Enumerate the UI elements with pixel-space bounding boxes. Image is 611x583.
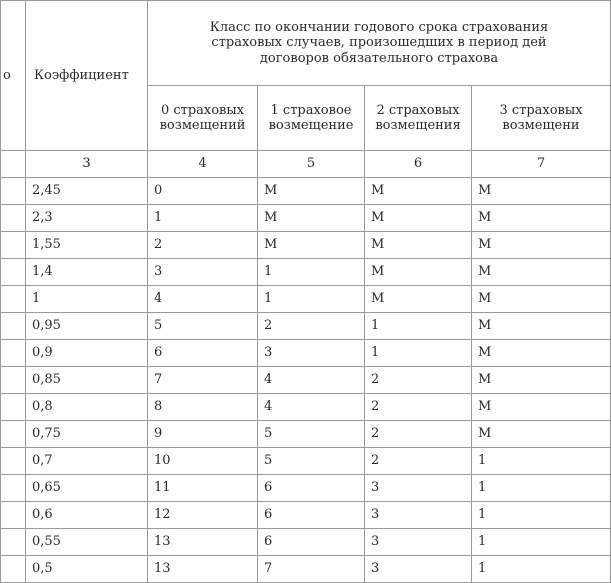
first-column-header: о <box>1 1 26 151</box>
table-cell: 0 <box>148 178 258 205</box>
table-cell: M <box>472 313 611 340</box>
table-row <box>1 367 611 394</box>
table-cell: 9 <box>148 421 258 448</box>
table-cell: 7 <box>258 556 365 583</box>
table-cell: 3 <box>365 475 472 502</box>
class-group-header <box>148 1 611 86</box>
subheader-line: возмещения <box>375 118 461 133</box>
table-cell <box>1 178 26 205</box>
table-cell: M <box>365 205 472 232</box>
table-cell: 1 <box>472 556 611 583</box>
table-cell <box>1 502 26 529</box>
table-cell: 0,75 <box>26 421 148 448</box>
table-row <box>1 556 611 583</box>
table-cell: 1 <box>365 340 472 367</box>
table-cell: 3 <box>365 502 472 529</box>
table-cell: 6 <box>258 502 365 529</box>
table-row <box>1 232 611 259</box>
column-number-row <box>1 151 611 178</box>
table-row <box>1 475 611 502</box>
table-cell: 0,95 <box>26 313 148 340</box>
table-row <box>1 313 611 340</box>
table-cell: 8 <box>148 394 258 421</box>
table-cell <box>1 205 26 232</box>
subheader-line: 0 страховых <box>160 102 245 118</box>
table-cell: 0,6 <box>26 502 148 529</box>
subheader-line: возмещени <box>502 118 580 133</box>
table-cell: M <box>472 286 611 313</box>
table-cell: M <box>472 421 611 448</box>
table-row <box>1 502 611 529</box>
subheader-line: возмещение <box>268 118 354 133</box>
table-cell <box>1 232 26 259</box>
table-cell: M <box>472 232 611 259</box>
table-cell <box>1 340 26 367</box>
group-title-line: договоров обязательного страхова <box>259 50 499 66</box>
column-number: 7 <box>472 151 611 178</box>
table-row <box>1 205 611 232</box>
table-cell: 1 <box>472 502 611 529</box>
zero-claims-header <box>148 86 258 151</box>
table-cell: M <box>472 259 611 286</box>
table-cell: M <box>472 394 611 421</box>
table-cell: M <box>258 205 365 232</box>
table-cell <box>1 475 26 502</box>
column-number <box>1 151 26 178</box>
table-cell: 4 <box>258 367 365 394</box>
table-cell <box>1 556 26 583</box>
table-cell: 1 <box>26 286 148 313</box>
table-cell: 12 <box>148 502 258 529</box>
table-cell: 3 <box>365 529 472 556</box>
table-cell: 6 <box>258 475 365 502</box>
table-cell: M <box>258 178 365 205</box>
table-cell: M <box>365 286 472 313</box>
table-cell: 5 <box>148 313 258 340</box>
table-row <box>1 394 611 421</box>
table-cell: 2 <box>365 448 472 475</box>
table-cell <box>1 394 26 421</box>
table-cell: 0,85 <box>26 367 148 394</box>
column-number: 5 <box>258 151 365 178</box>
table-cell: 7 <box>148 367 258 394</box>
table-cell: 6 <box>258 529 365 556</box>
coefficient-header: Коэффициент <box>26 1 148 151</box>
table-cell: 4 <box>148 286 258 313</box>
table-cell <box>1 313 26 340</box>
table-cell <box>1 367 26 394</box>
table-cell: 6 <box>148 340 258 367</box>
table-cell: M <box>365 178 472 205</box>
table-cell <box>1 286 26 313</box>
table-cell: 2 <box>258 313 365 340</box>
table-cell: 10 <box>148 448 258 475</box>
subheader-line: возмещений <box>159 118 246 133</box>
table-cell: 1,55 <box>26 232 148 259</box>
table-cell: 1 <box>258 286 365 313</box>
table-cell: M <box>258 232 365 259</box>
table-cell: 4 <box>258 394 365 421</box>
table-cell: M <box>472 340 611 367</box>
group-title-line: страховых случаев, произошедших в период дей <box>211 35 547 51</box>
two-claims-header <box>365 86 472 151</box>
table-cell: 1 <box>472 529 611 556</box>
table-cell: M <box>472 367 611 394</box>
table-cell: 3 <box>148 259 258 286</box>
table-cell: 1 <box>148 205 258 232</box>
table-cell: M <box>365 232 472 259</box>
table-cell <box>1 529 26 556</box>
table-row <box>1 259 611 286</box>
table-cell: 1 <box>258 259 365 286</box>
table-cell: 0,65 <box>26 475 148 502</box>
table-cell: 5 <box>258 448 365 475</box>
subheader-line: 2 страховых <box>376 102 460 118</box>
table-row <box>1 448 611 475</box>
table-cell: M <box>365 259 472 286</box>
column-number: 3 <box>26 151 148 178</box>
table-cell: 0,5 <box>26 556 148 583</box>
table-row <box>1 340 611 367</box>
table-cell: 13 <box>148 529 258 556</box>
table-row <box>1 178 611 205</box>
table-cell: M <box>472 178 611 205</box>
table-cell: 1 <box>472 448 611 475</box>
table-cell: 0,55 <box>26 529 148 556</box>
table-cell: 3 <box>365 556 472 583</box>
table-cell <box>1 448 26 475</box>
table-cell: 5 <box>258 421 365 448</box>
group-title-line: Класс по окончании годового срока страхования <box>209 20 549 35</box>
subheader-line: 3 страховых <box>499 102 583 118</box>
table-cell: 0,8 <box>26 394 148 421</box>
table-cell: 1 <box>365 313 472 340</box>
three-claims-header <box>472 86 611 151</box>
subheader-line: 1 страховое <box>270 102 352 118</box>
one-claim-header <box>258 86 365 151</box>
table-cell: 0,9 <box>26 340 148 367</box>
table-cell: M <box>472 205 611 232</box>
table-cell: 11 <box>148 475 258 502</box>
table-row <box>1 421 611 448</box>
table-cell: 0,7 <box>26 448 148 475</box>
table-cell <box>1 421 26 448</box>
table-cell: 13 <box>148 556 258 583</box>
table-cell: 1,4 <box>26 259 148 286</box>
table-cell <box>1 259 26 286</box>
table-cell: 2 <box>148 232 258 259</box>
table-row <box>1 529 611 556</box>
table-cell: 2 <box>365 367 472 394</box>
table-cell: 1 <box>472 475 611 502</box>
column-number: 6 <box>365 151 472 178</box>
column-number: 4 <box>148 151 258 178</box>
header-row <box>1 1 611 86</box>
table-cell: 3 <box>258 340 365 367</box>
table-cell: 2 <box>365 421 472 448</box>
table-row <box>1 286 611 313</box>
table-cell: 2 <box>365 394 472 421</box>
table-cell: 2,45 <box>26 178 148 205</box>
table-cell: 2,3 <box>26 205 148 232</box>
